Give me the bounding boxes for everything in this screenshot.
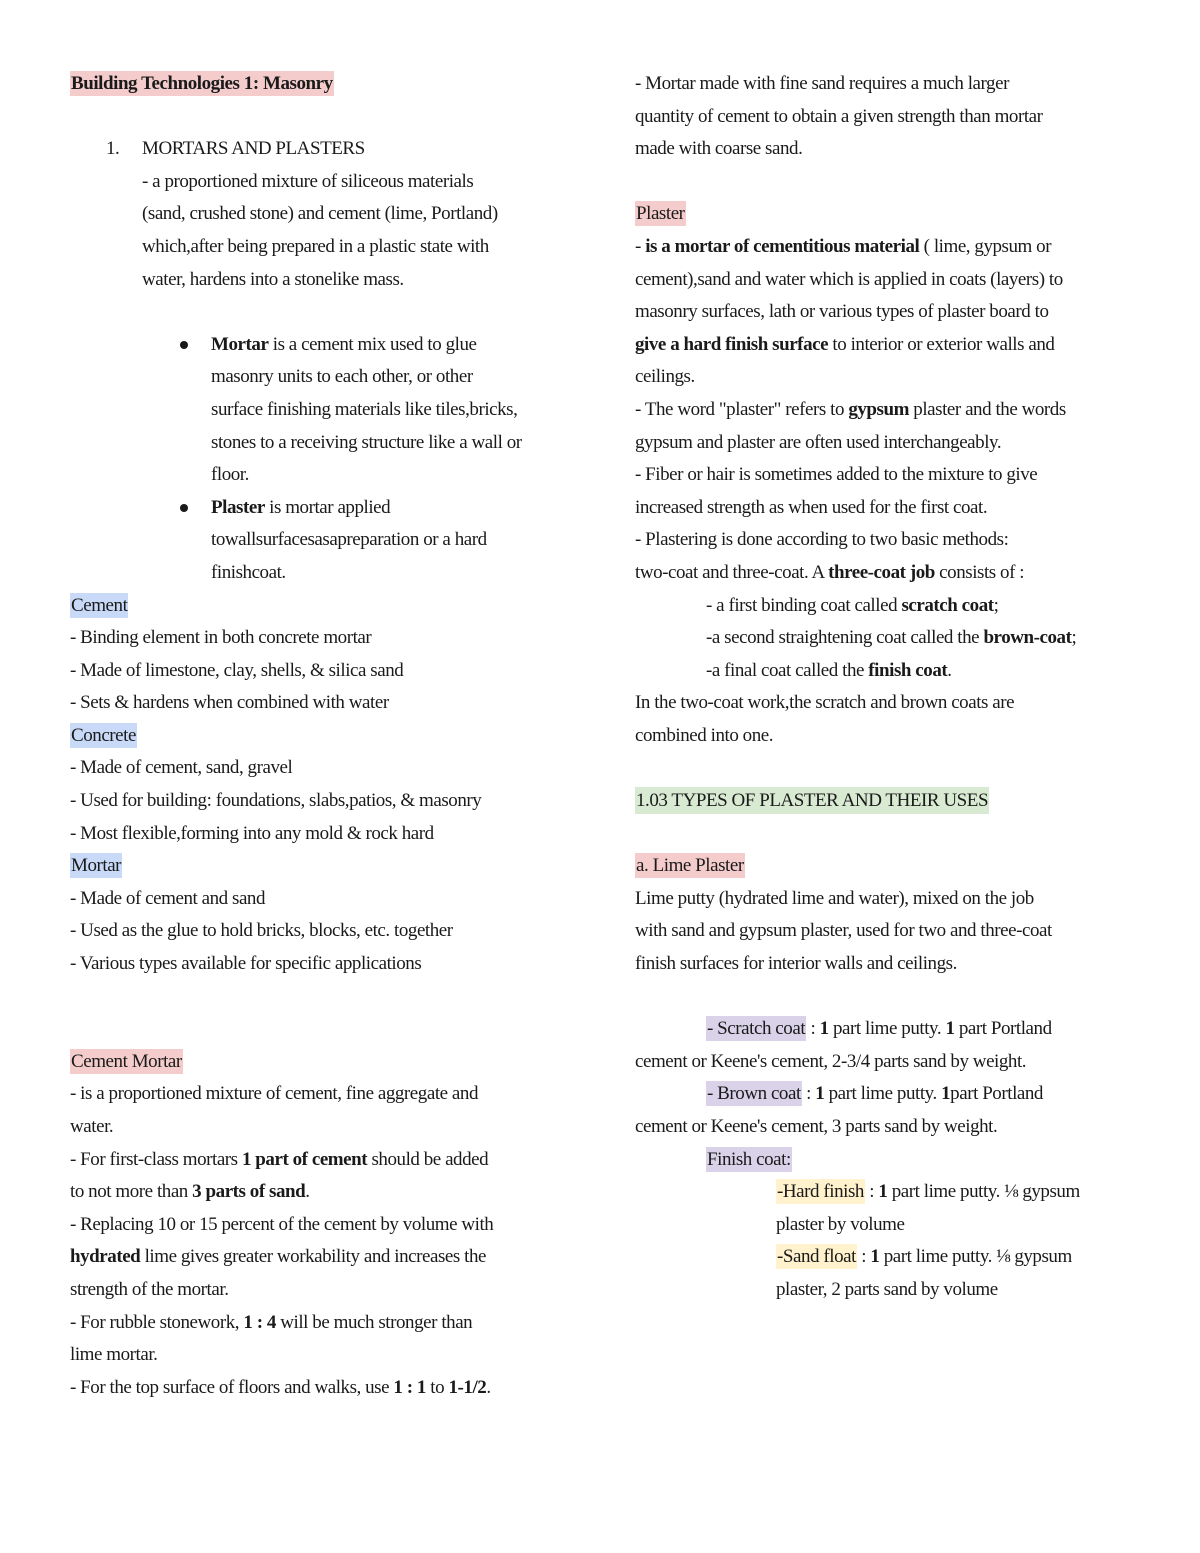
cement-mortar-text: lime mortar. xyxy=(70,1344,158,1366)
cement-mortar-text: - is a proportioned mixture of cement, fine aggregate and xyxy=(70,1083,479,1105)
brown-coat-item: - Brown coat : 1 part lime putty. 1part Portland xyxy=(707,1083,1043,1105)
cement-heading: Cement xyxy=(71,594,128,616)
section-definition: water, hardens into a stonelike mass. xyxy=(142,268,404,290)
plaster-text: In the two-coat work,the scratch and brown coats are xyxy=(635,692,1015,714)
section-definition: - a proportioned mixture of siliceous materials xyxy=(142,170,474,192)
sand-float-item: -Sand float : 1 part lime putty. ⅛ gypsum xyxy=(777,1246,1072,1268)
mortar-item: - Various types available for specific applications xyxy=(70,953,422,975)
cement-mortar-text: - For rubble stonework, 1 : 4 will be much stronger than xyxy=(70,1311,473,1333)
lime-plaster-heading: a. Lime Plaster xyxy=(636,855,744,877)
plaster-text: masonry surfaces, lath or various types of plaster board to xyxy=(635,301,1049,323)
cement-item: - Binding element in both concrete mortar xyxy=(70,627,372,649)
coat-item: -a final coat called the finish coat. xyxy=(706,659,952,681)
plaster-text: give a hard finish surface to interior or exterior walls and xyxy=(635,333,1055,355)
plaster-text: increased strength as when used for the first coat. xyxy=(635,496,988,518)
concrete-item: - Made of cement, sand, gravel xyxy=(70,757,293,779)
cement-mortar-heading: Cement Mortar xyxy=(71,1050,182,1072)
bullet-item-mortar: Mortar is a cement mix used to glue xyxy=(70,329,570,362)
concrete-item: - Used for building: foundations, slabs,patios, & masonry xyxy=(70,790,482,812)
coat-item: - a first binding coat called scratch coat; xyxy=(706,594,999,616)
document-title: Building Technologies 1: Masonry xyxy=(71,73,333,94)
plaster-text: - Fiber or hair is sometimes added to the mixture to give xyxy=(635,464,1038,486)
plaster-text: ceilings. xyxy=(635,366,695,388)
hard-finish-text: plaster by volume xyxy=(776,1213,905,1235)
bullet-item-plaster: Plaster is mortar applied xyxy=(70,492,570,525)
left-column xyxy=(70,68,570,1404)
concrete-item: - Most flexible,forming into any mold & rock hard xyxy=(70,822,434,844)
bullet-icon xyxy=(180,504,188,512)
plaster-heading: Plaster xyxy=(636,203,685,225)
cement-item: - Made of limestone, clay, shells, & silica sand xyxy=(70,659,404,681)
plaster-text: two-coat and three-coat. A three-coat job consists of : xyxy=(635,561,1025,583)
plaster-text: cement),sand and water which is applied in coats (layers) to xyxy=(635,268,1063,290)
bullet-text: finishcoat. xyxy=(211,561,286,583)
plaster-text: - is a mortar of cementitious material ( lime, gypsum or xyxy=(635,235,1052,257)
section-definition: which,after being prepared in a plastic state with xyxy=(142,235,489,257)
concrete-heading: Concrete xyxy=(71,724,136,746)
mortar-item: - Made of cement and sand xyxy=(70,887,266,909)
sand-float-text: plaster, 2 parts sand by volume xyxy=(776,1278,998,1300)
right-column xyxy=(635,68,1135,1307)
intro-text: - Mortar made with fine sand requires a much larger xyxy=(635,73,1009,94)
hard-finish-item: -Hard finish : 1 part lime putty. ⅛ gypsum xyxy=(777,1181,1080,1203)
scratch-coat-item: - Scratch coat : 1 part lime putty. 1 part Portland xyxy=(707,1018,1052,1040)
bullet-text: masonry units to each other, or other xyxy=(211,366,473,388)
plaster-text: - The word "plaster" refers to gypsum plaster and the words xyxy=(635,398,1066,420)
cement-mortar-text: - For the top surface of floors and walks, use 1 : 1 to 1-1/2. xyxy=(70,1376,491,1398)
lime-plaster-desc: Lime putty (hydrated lime and water), mixed on the job xyxy=(635,887,1034,909)
bullet-text: floor. xyxy=(211,464,249,486)
coat-item: -a second straightening coat called the brown-coat; xyxy=(706,627,1077,649)
section-heading: 1. MORTARS AND PLASTERS xyxy=(106,138,365,160)
plaster-text: combined into one. xyxy=(635,724,774,746)
finish-coat-heading: Finish coat: xyxy=(707,1148,791,1170)
plaster-text: - Plastering is done according to two basic methods: xyxy=(635,529,1009,551)
mortar-heading: Mortar xyxy=(71,855,122,877)
mortar-item: - Used as the glue to hold bricks, blocks, etc. together xyxy=(70,920,453,942)
bullet-text: towallsurfacesasapreparation or a hard xyxy=(211,529,487,551)
cement-item: - Sets & hardens when combined with water xyxy=(70,692,389,714)
brown-coat-text: cement or Keene's cement, 3 parts sand by weight. xyxy=(635,1116,998,1137)
intro-text: made with coarse sand. xyxy=(635,138,803,160)
bullet-text: surface finishing materials like tiles,bricks, xyxy=(211,398,518,420)
scratch-coat-text: cement or Keene's cement, 2-3/4 parts sand by weight. xyxy=(635,1050,1027,1072)
lime-plaster-desc: finish surfaces for interior walls and ceilings. xyxy=(635,953,957,975)
intro-text: quantity of cement to obtain a given strength than mortar xyxy=(635,105,1043,127)
bullet-icon xyxy=(180,341,188,349)
cement-mortar-text: - For first-class mortars 1 part of cement should be added xyxy=(70,1148,489,1170)
cement-mortar-text: to not more than 3 parts of sand. xyxy=(70,1181,310,1203)
types-heading: 1.03 TYPES OF PLASTER AND THEIR USES xyxy=(635,785,1135,818)
bullet-text: stones to a receiving structure like a wall or xyxy=(211,431,522,453)
cement-mortar-text: strength of the mortar. xyxy=(70,1278,229,1300)
cement-mortar-text: - Replacing 10 or 15 percent of the cement by volume with xyxy=(70,1213,494,1235)
cement-mortar-text: water. xyxy=(70,1116,114,1137)
section-definition: (sand, crushed stone) and cement (lime, Portland) xyxy=(142,203,498,225)
plaster-text: gypsum and plaster are often used interchangeably. xyxy=(635,431,1002,453)
cement-mortar-text: hydrated lime gives greater workability and increases the xyxy=(70,1246,486,1268)
lime-plaster-desc: with sand and gypsum plaster, used for two and three-coat xyxy=(635,920,1052,942)
